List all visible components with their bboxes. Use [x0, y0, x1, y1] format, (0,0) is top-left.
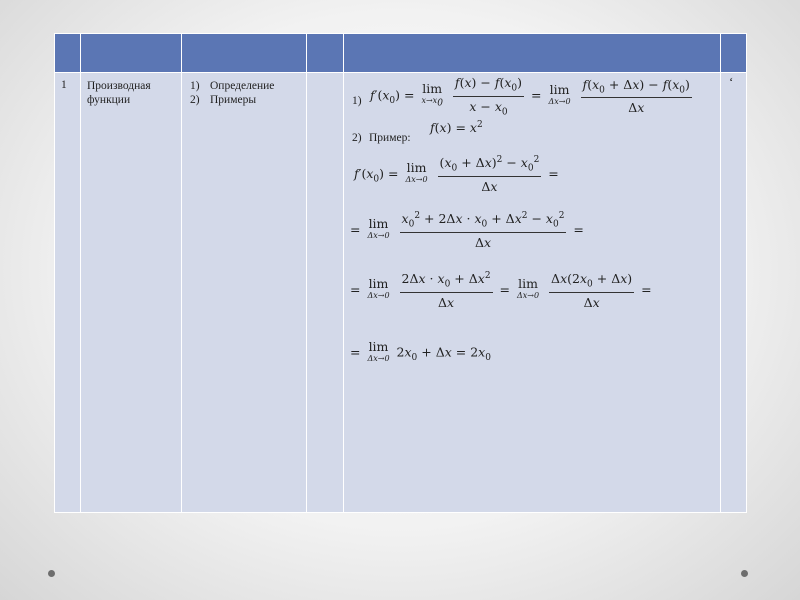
empty-cell [307, 73, 344, 513]
subtopics-cell [182, 73, 307, 513]
example-label: Пример: [369, 132, 411, 144]
item-2-label: 2) [352, 132, 362, 144]
table-header-row [55, 34, 747, 73]
derivation-step-1: $f'(x_0)$ = lim Δx→0 $\frac{(x_0 + \Delta x)^2 - x_0^2}{\Delta x}$ = [354, 155, 559, 194]
header-cell [344, 34, 721, 73]
content-table [54, 33, 747, 513]
table-row [55, 73, 747, 513]
example-function-formula: $f(x) = x^2$ [430, 120, 483, 136]
topic-cell [81, 73, 182, 513]
header-cell [182, 34, 307, 73]
subtopics-list [182, 73, 306, 107]
math-cell [344, 73, 721, 513]
derivation-step-3: = lim Δx→0 $\frac{2\Delta x \cdot x_0 + \Delta x^2}{\Delta x}$ = lim Δx→0 $\frac{\Delta x(2x_0 + \Delta x)}{\Delta x}$ = [350, 271, 652, 310]
nav-dot-left [48, 570, 55, 577]
stray-mark: ‘ [729, 74, 734, 89]
topic-text: Производная функции [87, 80, 151, 106]
nav-dot-right [741, 570, 748, 577]
header-cell [55, 34, 81, 73]
row-number: 1 [61, 79, 67, 91]
list-item: 1) Определение [190, 80, 275, 92]
last-cell [721, 73, 747, 513]
header-cell [81, 34, 182, 73]
derivation-result: = lim Δx→0 $2x_0 + \Delta x = 2x_0$ [350, 339, 491, 363]
item-1-label: 1) [352, 95, 362, 107]
derivation-step-2: = lim Δx→0 $\frac{x_0^2 + 2\Delta x \cdot x_0 + \Delta x^2 - x_0^2}{\Delta x}$ = [350, 211, 584, 250]
header-cell [721, 34, 747, 73]
derivative-definition-formula: $f'(x_0)$ = lim $x\to x_0$ $\frac{f(x) - f(x_0)}{x - x_0}$ = lim Δx→0 $\frac{f(x_0 + \Delta x) - f(x_0)}{\Delta x}$ [370, 75, 690, 117]
header-cell [307, 34, 344, 73]
list-item: 2) Примеры [190, 94, 257, 106]
row-number-cell [55, 73, 81, 513]
